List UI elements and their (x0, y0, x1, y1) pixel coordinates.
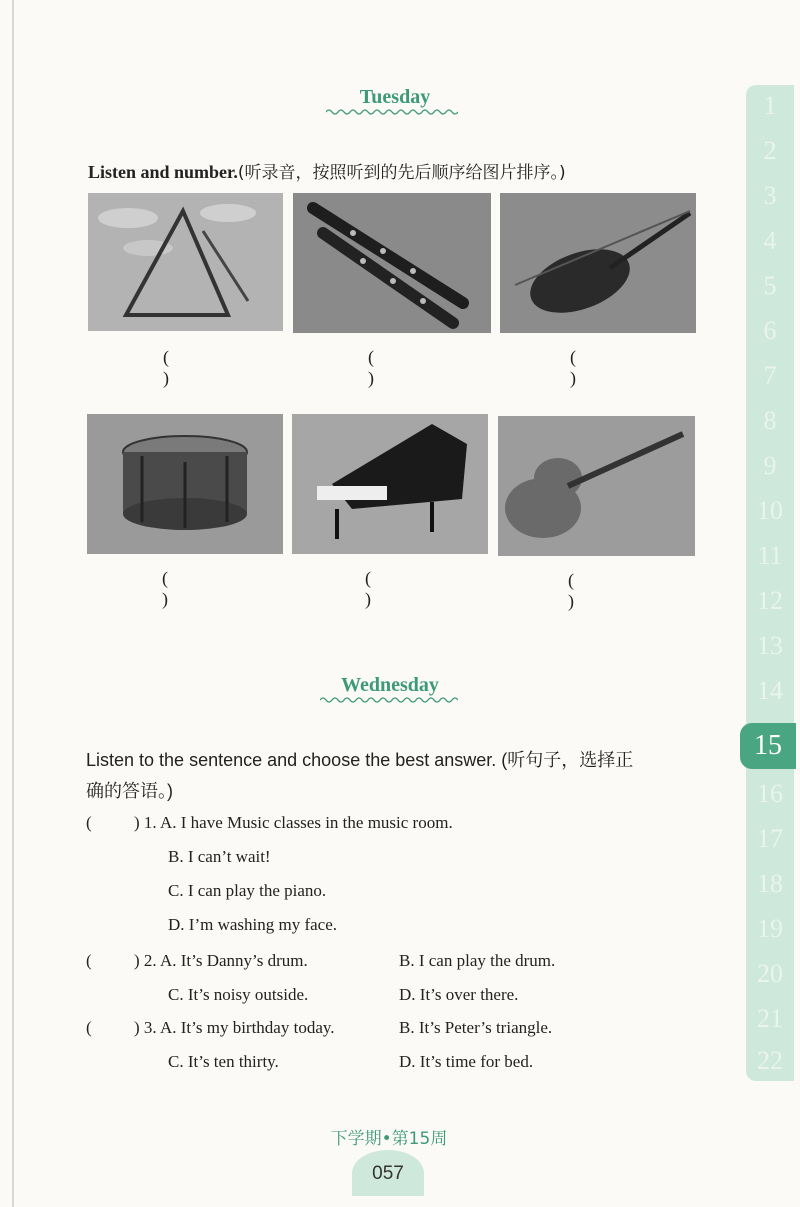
q2-option-a: ) 2. A. It’s Danny’s drum. (134, 951, 308, 970)
tab-15-active[interactable]: 15 (740, 723, 796, 769)
page-number: 057 (352, 1150, 424, 1196)
q2-option-c: C. It’s noisy outside. (168, 985, 309, 1004)
instruction-cn: (听录音，按照听到的先后顺序给图片排序。) (237, 163, 566, 183)
q1-paren[interactable]: ( (86, 813, 92, 832)
wednesday-title: Wednesday (341, 674, 439, 696)
piano-photo (292, 414, 488, 554)
wednesday-instruction-line2: 确的答语。) (86, 781, 173, 801)
tab-16[interactable]: 16 (757, 779, 783, 808)
wednesday-underline (320, 696, 458, 704)
instruction-en: Listen and number. (88, 162, 238, 182)
guitar-photo (498, 416, 695, 556)
tab-11[interactable]: 11 (757, 541, 783, 570)
blank-6[interactable]: ( ) (568, 570, 612, 611)
q3-option-a: ) 3. A. It’s my birthday today. (134, 1018, 335, 1037)
q1-option-b: B. I can’t wait! (168, 847, 271, 866)
tab-4[interactable]: 4 (763, 226, 777, 255)
tab-22[interactable]: 22 (757, 1046, 783, 1075)
tab-3[interactable]: 3 (763, 181, 777, 210)
q3-option-b: B. It’s Peter’s triangle. (399, 1018, 553, 1037)
blank-4[interactable]: ( ) (162, 568, 206, 609)
tab-18[interactable]: 18 (757, 869, 783, 898)
q2-paren[interactable]: ( (86, 951, 92, 970)
tab-8[interactable]: 8 (763, 406, 777, 435)
q2-option-b: B. I can play the drum. (399, 951, 556, 970)
wednesday-instruction-line1: Listen to the sentence and choose the best answer. (听句子，选择正 (86, 750, 634, 770)
binding-line (12, 0, 14, 1207)
q3-paren[interactable]: ( (86, 1018, 92, 1037)
tab-14[interactable]: 14 (757, 676, 783, 705)
tuesday-underline (326, 108, 458, 116)
tab-9[interactable]: 9 (763, 451, 777, 480)
blank-5[interactable]: ( ) (365, 568, 409, 609)
footer-week: 下学期•第15周 (330, 1129, 448, 1149)
tab-10[interactable]: 10 (757, 496, 783, 525)
q1-option-d: D. I’m washing my face. (168, 915, 338, 934)
tab-19[interactable]: 19 (757, 914, 783, 943)
blank-1[interactable]: ( ) (163, 347, 207, 388)
q1-option-a: ) 1. A. I have Music classes in the music room. (134, 813, 453, 832)
q3-option-d: D. It’s time for bed. (399, 1052, 534, 1071)
drum-photo (87, 414, 283, 554)
tab-21[interactable]: 21 (757, 1004, 783, 1033)
tab-2[interactable]: 2 (763, 136, 777, 165)
tab-12[interactable]: 12 (757, 586, 783, 615)
q2-option-d: D. It’s over there. (399, 985, 519, 1004)
clarinet-photo (293, 193, 491, 333)
tab-20[interactable]: 20 (757, 959, 783, 988)
blank-2[interactable]: ( ) (368, 347, 412, 388)
week-tabs (746, 85, 794, 1081)
tab-5[interactable]: 5 (763, 271, 777, 300)
tab-6[interactable]: 6 (763, 316, 777, 345)
tab-13[interactable]: 13 (757, 631, 783, 660)
q3-option-c: C. It’s ten thirty. (168, 1052, 279, 1071)
tuesday-title: Tuesday (359, 86, 431, 108)
tab-7[interactable]: 7 (763, 361, 777, 390)
tab-1[interactable]: 1 (763, 91, 777, 120)
q1-option-c: C. I can play the piano. (168, 881, 327, 900)
tuesday-instruction (88, 158, 566, 183)
tab-17[interactable]: 17 (757, 824, 783, 853)
violin-photo (500, 193, 696, 333)
triangle-photo (88, 193, 283, 331)
blank-3[interactable]: ( ) (570, 347, 614, 388)
